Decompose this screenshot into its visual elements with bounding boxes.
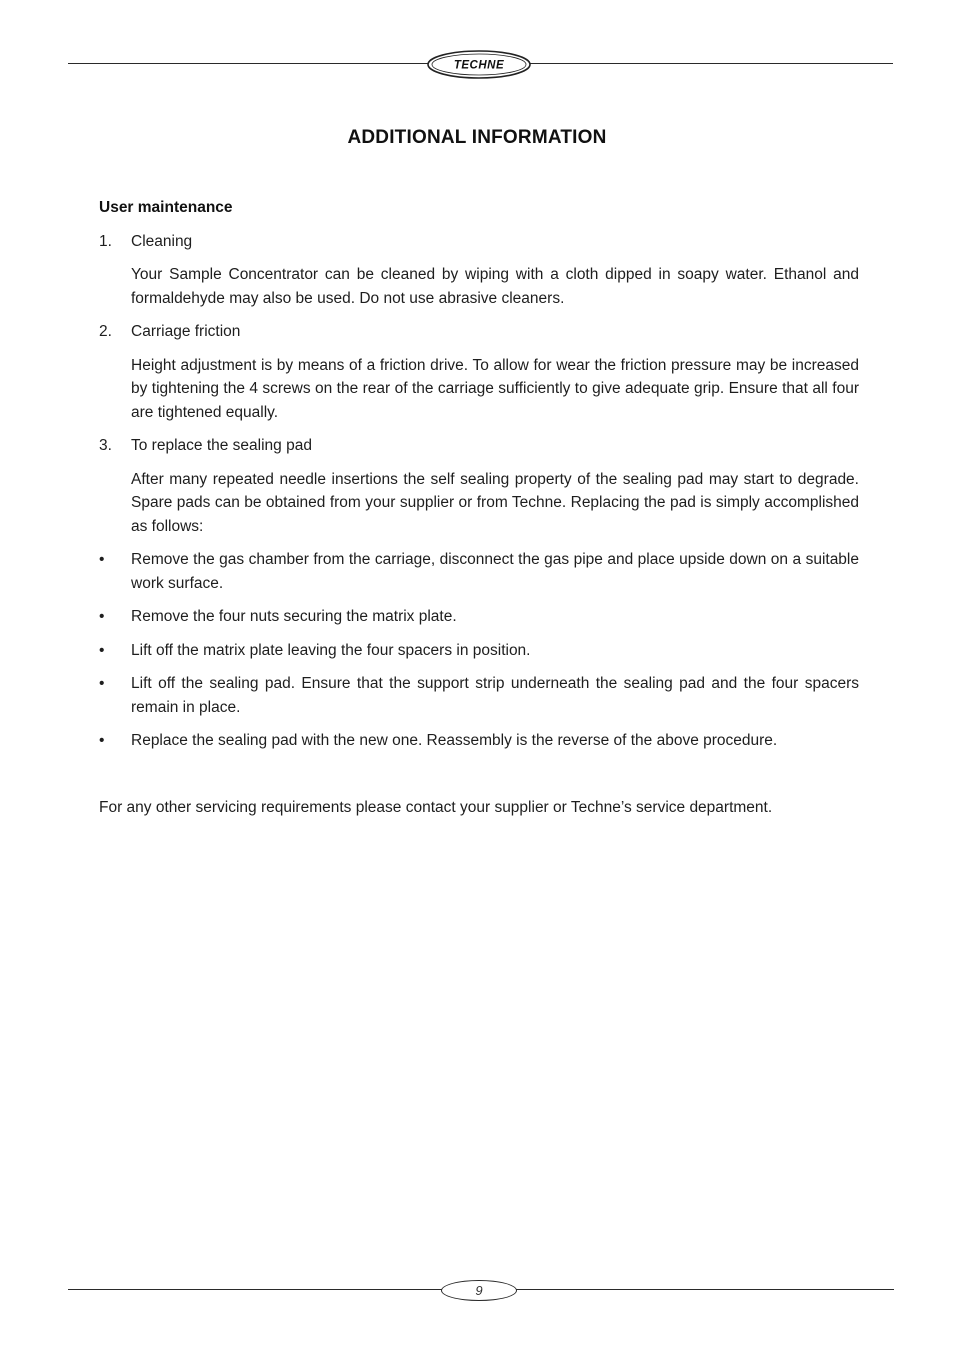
numbered-item-sealing-pad	[99, 434, 859, 458]
numbered-item-cleaning	[99, 230, 859, 254]
bullet-icon: •	[99, 608, 105, 625]
item-description: Height adjustment is by means of a friction drive. To allow for wear the friction pressure may be increased by tightening the 4 screws on the rear of the carriage sufficiently to give adequate grip. Ensure that all four are tightened equally.	[131, 356, 859, 421]
item-number: 3.	[99, 437, 112, 454]
item-number: 2.	[99, 323, 112, 340]
page-title: ADDITIONAL INFORMATION	[347, 127, 607, 148]
item-description: Your Sample Concentrator can be cleaned by wiping with a cloth dipped in soapy water. Ethanol and formaldehyde may also be used. Do not use abrasive cleaners.	[131, 266, 859, 307]
item-description: After many repeated needle insertions the self sealing property of the sealing pad may start to degrade. Spare pads can be obtained from your supplier or from Techne. Replacing the pad is simply accomplished as follows:	[131, 470, 859, 535]
bullet-icon: •	[99, 675, 105, 692]
bullet-item	[99, 729, 859, 753]
techne-oval-logo-icon	[427, 50, 531, 79]
page-number: 9	[441, 1280, 517, 1301]
bullet-text: Lift off the sealing pad. Ensure that the support strip underneath the sealing pad and the four spacers remain in place.	[131, 675, 859, 716]
bullet-item	[99, 639, 859, 663]
item-title: Carriage friction	[131, 323, 241, 340]
section-heading: User maintenance	[99, 199, 233, 216]
item-title: Cleaning	[131, 232, 193, 250]
item-number: 1.	[99, 232, 112, 250]
numbered-item-carriage-friction	[99, 320, 859, 344]
logo-text: TECHNE	[453, 59, 505, 72]
bullet-text: Replace the sealing pad with the new one. Reassembly is the reverse of the above procedure.	[131, 732, 778, 749]
bullet-icon: •	[99, 551, 105, 568]
bullet-text: Lift off the matrix plate leaving the four spacers in position.	[131, 641, 531, 659]
bullet-item	[99, 548, 859, 595]
bullet-item	[99, 605, 859, 629]
bullet-icon: •	[99, 641, 105, 659]
techne-logo	[427, 50, 531, 79]
bullet-item	[99, 672, 859, 719]
item-title: To replace the sealing pad	[131, 437, 312, 454]
closing-paragraph: For any other servicing requirements please contact your supplier or Techne’s service department.	[99, 798, 773, 816]
bullet-text: Remove the gas chamber from the carriage, disconnect the gas pipe and place upside down on a suitable work surface.	[131, 551, 859, 592]
bullet-icon: •	[99, 732, 105, 749]
document-body	[99, 196, 859, 819]
bullet-text: Remove the four nuts securing the matrix plate.	[131, 608, 457, 625]
